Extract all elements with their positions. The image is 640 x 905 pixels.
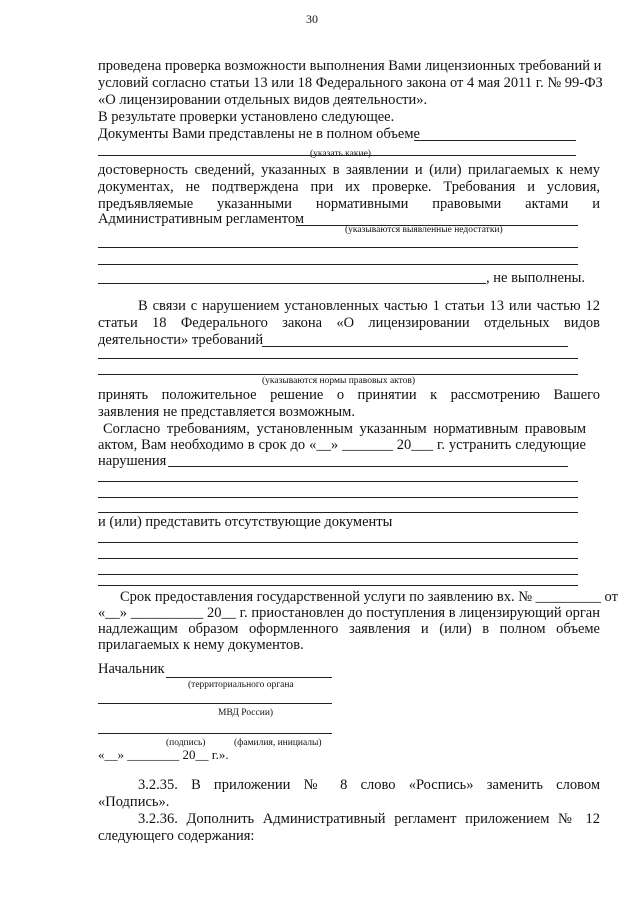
text-line: принять положительное решение о принятии к рассмотрению Вашего [98, 387, 600, 403]
fill-line [414, 140, 576, 141]
fill-line [98, 558, 578, 559]
admin-regulation-label: Административным регламентом [98, 211, 305, 227]
text-line: В связи с нарушением установленных частью 1 статьи 13 или частью 12 [138, 298, 600, 314]
text-line: статьи 18 Федерального закона «О лицензировании отдельных видов [98, 315, 600, 331]
date-line: «__» ________ 20__ г.». [98, 747, 229, 762]
text-line: предъявляемые указанными нормативными правовыми актами и [98, 196, 600, 212]
fill-line [98, 733, 332, 734]
fill-line [98, 703, 332, 704]
text-line: Срок предоставления государственной услуги по заявлению вх. № _________ от [120, 589, 618, 605]
fill-line [98, 283, 486, 284]
text-line: заявления не представляется возможным. [98, 404, 355, 420]
hint-territorial: (территориального органа [188, 680, 294, 690]
text-line: условий согласно статьи 13 или 18 Федерального закона от 4 мая 2011 г. № 99-ФЗ [98, 75, 603, 91]
hint-name: (фамилия, инициалы) [234, 738, 322, 748]
fill-line [98, 374, 578, 375]
fill-line [98, 481, 578, 482]
text-line: «Подпись». [98, 794, 170, 810]
not-fulfilled-text: , не выполнены. [486, 270, 586, 286]
hint-norms: (указываются нормы правовых актов) [262, 376, 416, 386]
text-line: актом, Вам необходимо в срок до «__» _______ 20___ г. устранить следующие [98, 437, 586, 453]
text-line: деятельности» требований [98, 332, 264, 348]
text-line: проведена проверка возможности выполнения Вами лицензионных требований и [98, 58, 602, 74]
hint-signature: (подпись) [166, 738, 206, 748]
or-submit-label: и (или) представить отсутствующие документы [98, 514, 393, 530]
fill-line [98, 358, 578, 359]
fill-line [98, 264, 578, 265]
text-line: 3.2.36. Дополнить Административный регламент приложением № 12 [138, 811, 600, 827]
fill-line [98, 542, 578, 543]
fill-line [262, 346, 568, 347]
fill-line [98, 574, 578, 575]
text-line: В результате проверки установлено следующее. [98, 109, 395, 125]
fill-line [166, 677, 332, 678]
fill-line [168, 466, 568, 467]
hint-specify: (указать какие) [310, 149, 371, 159]
text-line: документах, не подтверждена при их проверке. Требования и условия, [98, 179, 600, 195]
text-line: нарушения [98, 453, 167, 469]
fill-line [98, 497, 578, 498]
hint-deficiencies: (указываются выявленные недостатки) [345, 225, 503, 235]
text-line: «__» __________ 20__ г. приостановлен до поступления в лицензирующий орган [98, 605, 600, 621]
fill-line [98, 247, 578, 248]
page-number: 30 [306, 12, 318, 26]
text-line: 3.2.35. В приложении № 8 слово «Роспись» заменить словом [138, 777, 600, 793]
docs-incomplete-label: Документы Вами представлены не в полном объеме [98, 126, 420, 142]
head-label: Начальник [98, 661, 165, 677]
text-line: Согласно требованиям, установленным указанным нормативным правовым [103, 421, 586, 437]
text-line: прилагаемых к нему документов. [98, 637, 304, 653]
text-line: следующего содержания: [98, 828, 255, 844]
text-line: достоверность сведений, указанных в заявлении и (или) прилагаемых к нему [98, 162, 600, 178]
text-line: «О лицензировании отдельных видов деятельности». [98, 92, 428, 108]
fill-line [98, 585, 578, 586]
text-line: надлежащим образом оформленного заявления и (или) в полном объеме [98, 621, 600, 637]
fill-line [98, 512, 578, 513]
hint-mvd: МВД России) [218, 708, 274, 718]
